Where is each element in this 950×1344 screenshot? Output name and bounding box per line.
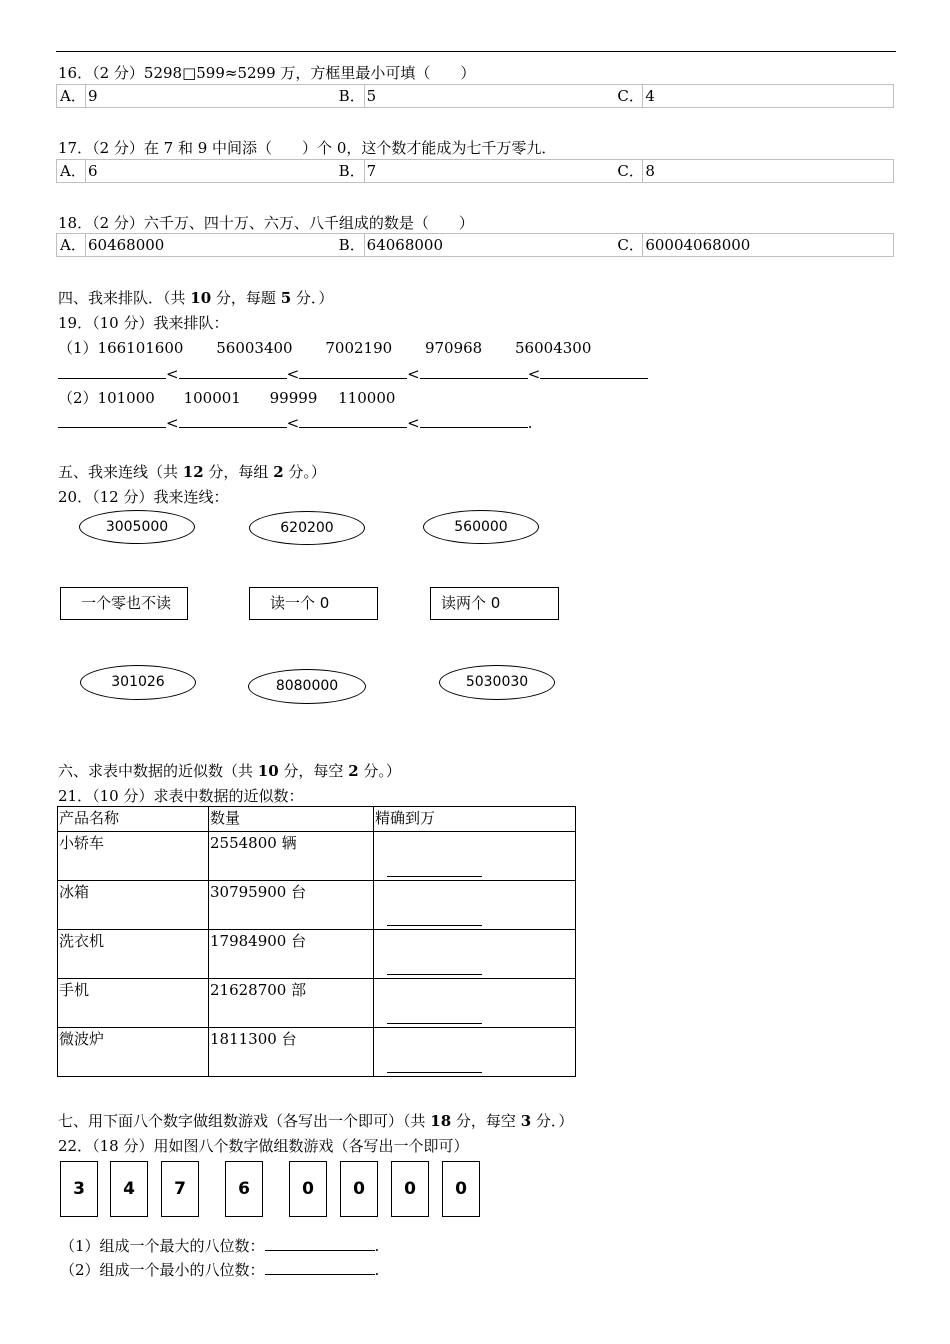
- q18-option-c[interactable]: C． 60004068000: [617, 236, 751, 254]
- q19-stem: 19．（10 分）我来排队：: [58, 314, 229, 332]
- answer-blank[interactable]: [420, 362, 528, 379]
- q22-stem: 22．（18 分）用如图八个数字做组数游戏（各写出一个即可）: [58, 1137, 469, 1155]
- q19-part2-numbers: （2）101000 100001 99999 110000: [58, 389, 396, 407]
- product-name-cell: 洗衣机: [58, 930, 209, 979]
- q17-option-a[interactable]: A． 6: [60, 162, 98, 180]
- quantity-cell: 1811300 台: [209, 1028, 374, 1077]
- q21-stem: 21．（10 分）求表中数据的近似数：: [58, 787, 304, 805]
- q17-options: [56, 159, 894, 183]
- answer-blank[interactable]: [265, 1258, 375, 1275]
- digit-card: 7: [161, 1161, 199, 1217]
- q22-part1: （1）组成一个最大的八位数： .: [60, 1234, 379, 1256]
- table-header-cell: 数量: [209, 807, 374, 832]
- digit-card: 0: [442, 1161, 480, 1217]
- digit-card: 3: [60, 1161, 98, 1217]
- q17-stem: 17．（2 分）在 7 和 9 中间添（ ）个 0，这个数才能成为七千万零九．: [58, 139, 557, 157]
- reading-rule-box[interactable]: 读一个 0: [249, 587, 378, 620]
- reading-rule-box[interactable]: 读两个 0: [430, 587, 559, 620]
- digit-card: 0: [289, 1161, 327, 1217]
- answer-blank[interactable]: [387, 974, 482, 975]
- number-oval[interactable]: 3005000: [79, 510, 195, 544]
- answer-blank[interactable]: [179, 362, 287, 379]
- reading-rule-box[interactable]: 一个零也不读: [60, 587, 188, 620]
- answer-blank[interactable]: [387, 1023, 482, 1024]
- table-row: [58, 979, 576, 1028]
- q17-option-c[interactable]: C． 8: [617, 162, 655, 180]
- table-header-cell: 精确到万: [374, 807, 576, 832]
- number-oval[interactable]: 560000: [423, 510, 539, 544]
- answer-cell[interactable]: [374, 881, 576, 930]
- table-row: [58, 881, 576, 930]
- digit-card: 4: [110, 1161, 148, 1217]
- q16-option-c[interactable]: C． 4: [617, 87, 655, 105]
- q22-part2: （2）组成一个最小的八位数： .: [60, 1258, 379, 1280]
- answer-blank[interactable]: [387, 925, 482, 926]
- q19-part1-blanks: < < < <: [58, 362, 648, 383]
- answer-blank[interactable]: [387, 876, 482, 877]
- answer-cell[interactable]: [374, 979, 576, 1028]
- number-oval[interactable]: 620200: [249, 511, 365, 545]
- quantity-cell: 30795900 台: [209, 881, 374, 930]
- q18-option-a[interactable]: A． 60468000: [60, 236, 165, 254]
- answer-cell[interactable]: [374, 1028, 576, 1077]
- answer-blank[interactable]: [58, 411, 166, 428]
- q20-stem: 20．（12 分）我来连线：: [58, 488, 229, 506]
- product-name-cell: 手机: [58, 979, 209, 1028]
- product-name-cell: 小轿车: [58, 832, 209, 881]
- product-name-cell: 冰箱: [58, 881, 209, 930]
- quantity-cell: 2554800 辆: [209, 832, 374, 881]
- answer-blank[interactable]: [179, 411, 287, 428]
- section-6-title: 六、求表中数据的近似数（共 10 分，每空 2 分。）: [58, 762, 401, 780]
- digit-card: 0: [340, 1161, 378, 1217]
- table-row: [58, 1028, 576, 1077]
- q16-stem: 16．（2 分）5298□599≈5299 万，方框里最小可填（ ）: [58, 64, 476, 82]
- table-row: [58, 930, 576, 979]
- q16-option-a[interactable]: A． 9: [60, 87, 98, 105]
- table-header-row: [58, 807, 576, 832]
- table-row: [58, 832, 576, 881]
- answer-cell[interactable]: [374, 930, 576, 979]
- answer-blank[interactable]: [420, 411, 528, 428]
- answer-cell[interactable]: [374, 832, 576, 881]
- header-rule: [56, 51, 896, 52]
- digit-card: 6: [225, 1161, 263, 1217]
- product-name-cell: 微波炉: [58, 1028, 209, 1077]
- q18-stem: 18．（2 分）六千万、四十万、六万、八千组成的数是（ ）: [58, 214, 474, 232]
- number-oval[interactable]: 8080000: [248, 669, 366, 704]
- answer-blank[interactable]: [299, 362, 407, 379]
- quantity-cell: 21628700 部: [209, 979, 374, 1028]
- number-oval[interactable]: 301026: [80, 665, 196, 700]
- answer-blank[interactable]: [58, 362, 166, 379]
- section-5-title: 五、我来连线（共 12 分，每组 2 分。）: [58, 463, 326, 481]
- q18-option-b[interactable]: B． 64068000: [338, 236, 444, 254]
- answer-blank[interactable]: [265, 1234, 375, 1251]
- approximation-table: [57, 806, 576, 1077]
- q16-option-b[interactable]: B． 5: [338, 87, 377, 105]
- q19-part2-blanks: < < < .: [58, 411, 533, 432]
- section-7-title: 七、用下面八个数字做组数游戏（各写出一个即可）（共 18 分，每空 3 分．）: [58, 1112, 574, 1130]
- quantity-cell: 17984900 台: [209, 930, 374, 979]
- q16-options: [56, 84, 894, 108]
- answer-blank[interactable]: [387, 1072, 482, 1073]
- answer-blank[interactable]: [299, 411, 407, 428]
- digit-card: 0: [391, 1161, 429, 1217]
- q17-option-b[interactable]: B． 7: [338, 162, 377, 180]
- answer-blank[interactable]: [540, 362, 648, 379]
- q18-options: [56, 233, 894, 257]
- section-4-title: 四、我来排队．（共 10 分，每题 5 分．）: [58, 289, 334, 307]
- number-oval[interactable]: 5030030: [439, 665, 555, 700]
- q19-part1-numbers: （1）166101600 56003400 7002190 970968 56004300: [58, 339, 592, 357]
- table-header-cell: 产品名称: [58, 807, 209, 832]
